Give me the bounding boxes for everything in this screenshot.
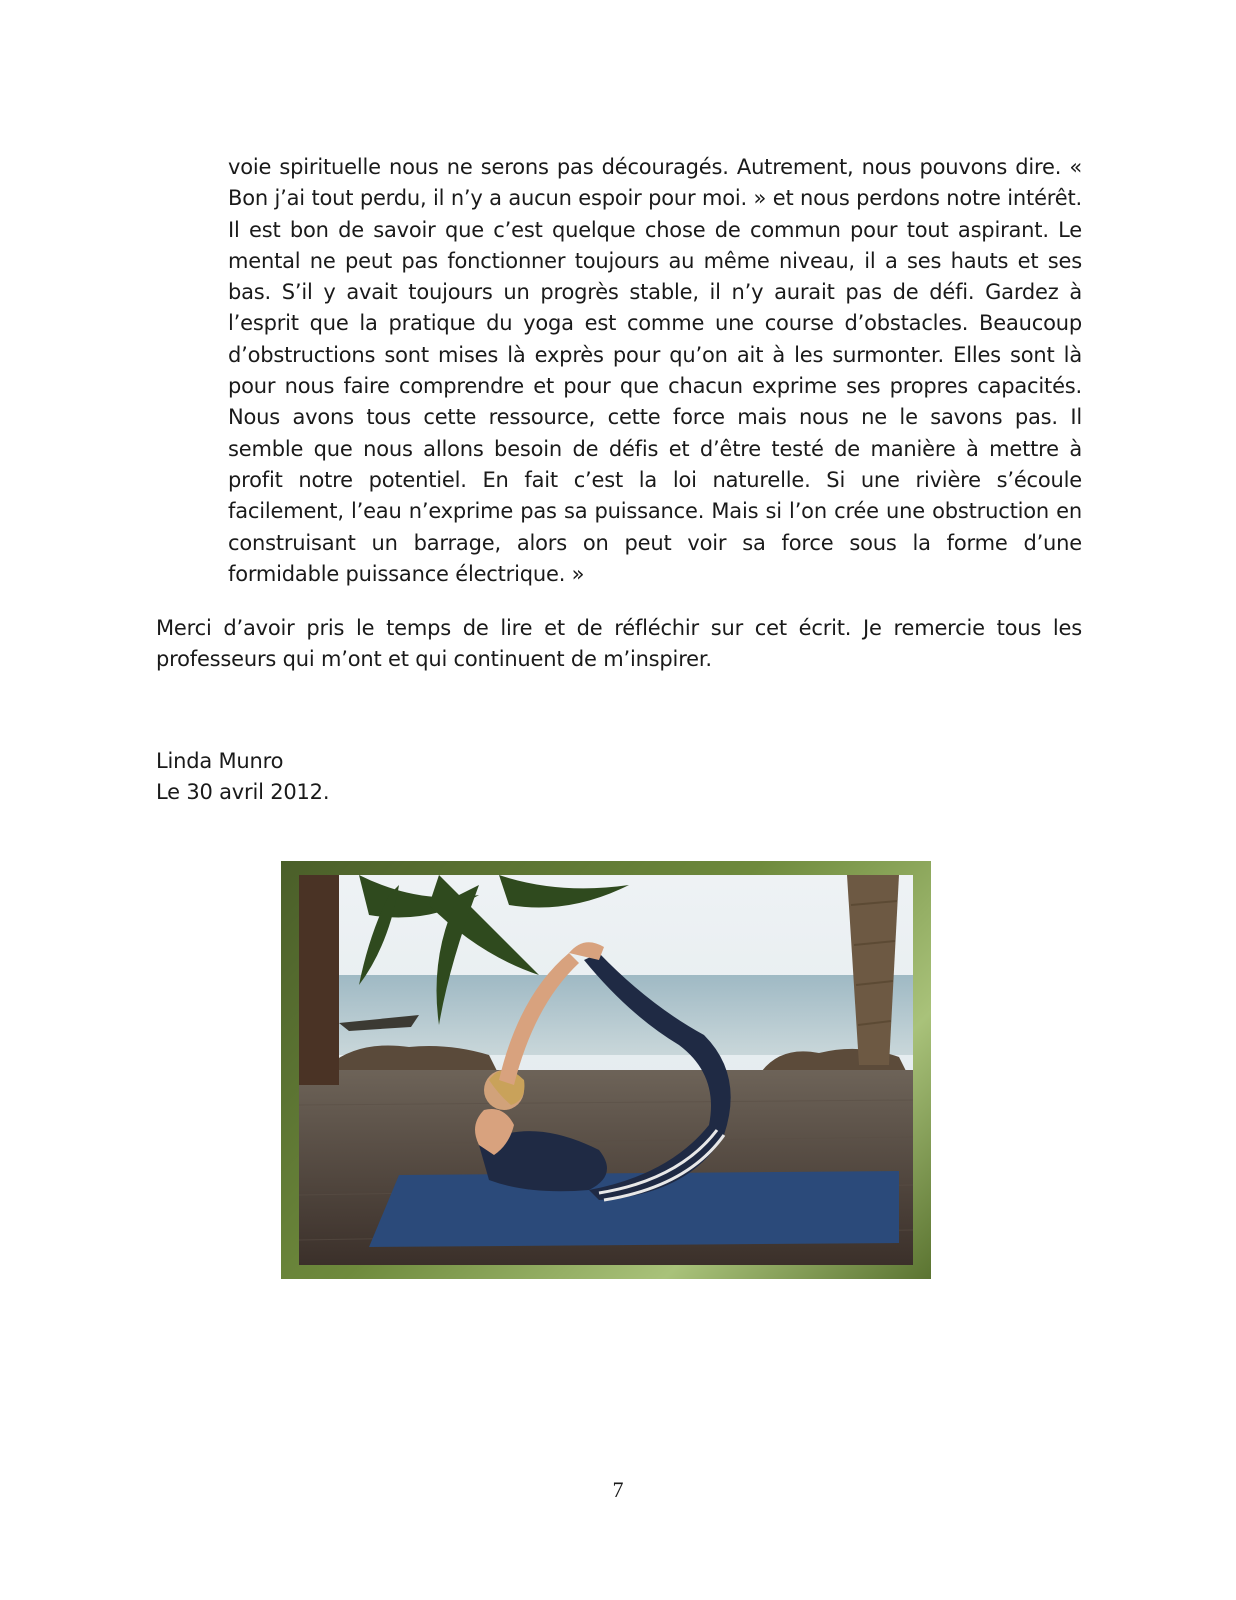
- yoga-photo: [299, 875, 913, 1265]
- signature-block: [156, 746, 329, 809]
- author-name: Linda Munro: [156, 749, 284, 773]
- thanks-paragraph: Merci d’avoir pris le temps de lire et de réfléchir sur cet écrit. Je remercie tous les professeurs qui m’ont et qui continuent de m’inspirer.: [156, 616, 1082, 672]
- yoga-photo-frame: [281, 861, 931, 1279]
- sea: [299, 975, 913, 1055]
- signature-date: Le 30 avril 2012.: [156, 780, 330, 805]
- wooden-pillar: [299, 875, 339, 1085]
- page-number: 7: [612, 1477, 624, 1502]
- quote-paragraph: voie spirituelle nous ne serons pas découragés. Autrement, nous pouvons dire. « Bon j’ai tout perdu, il n’y a aucun espoir pour moi. » et nous perdons notre intérêt. Il est bon de savoir que c’est quelque chose de commun pour tout aspirant. Le mental ne peut pas fonctionner toujours au même niveau, il a ses hauts et ses bas. S’il y avait toujours un progrès stable, il n’y aurait pas de défi. Gardez à l’esprit que la pratique du yoga est comme une course d’obstacles. Beaucoup d’obstructions sont mises là exprès pour qu’on ait à les surmonter. Elles sont là pour nous faire comprendre et pour que chacun exprime ses propres capacités. Nous avons tous cette ressource, cette force mais nous ne le savons pas. Il semble que nous allons besoin de défis et d’être testé de manière à mettre à profit notre potentiel. En fait c’est la loi naturelle. Si une rivière s’écoule facilement, l’eau n’exprime pas sa puissance. Mais si l’on crée une obstruction en construisant un barrage, alors on peut voir sa force sous la forme d’une formidable puissance électrique. »: [228, 155, 1082, 586]
